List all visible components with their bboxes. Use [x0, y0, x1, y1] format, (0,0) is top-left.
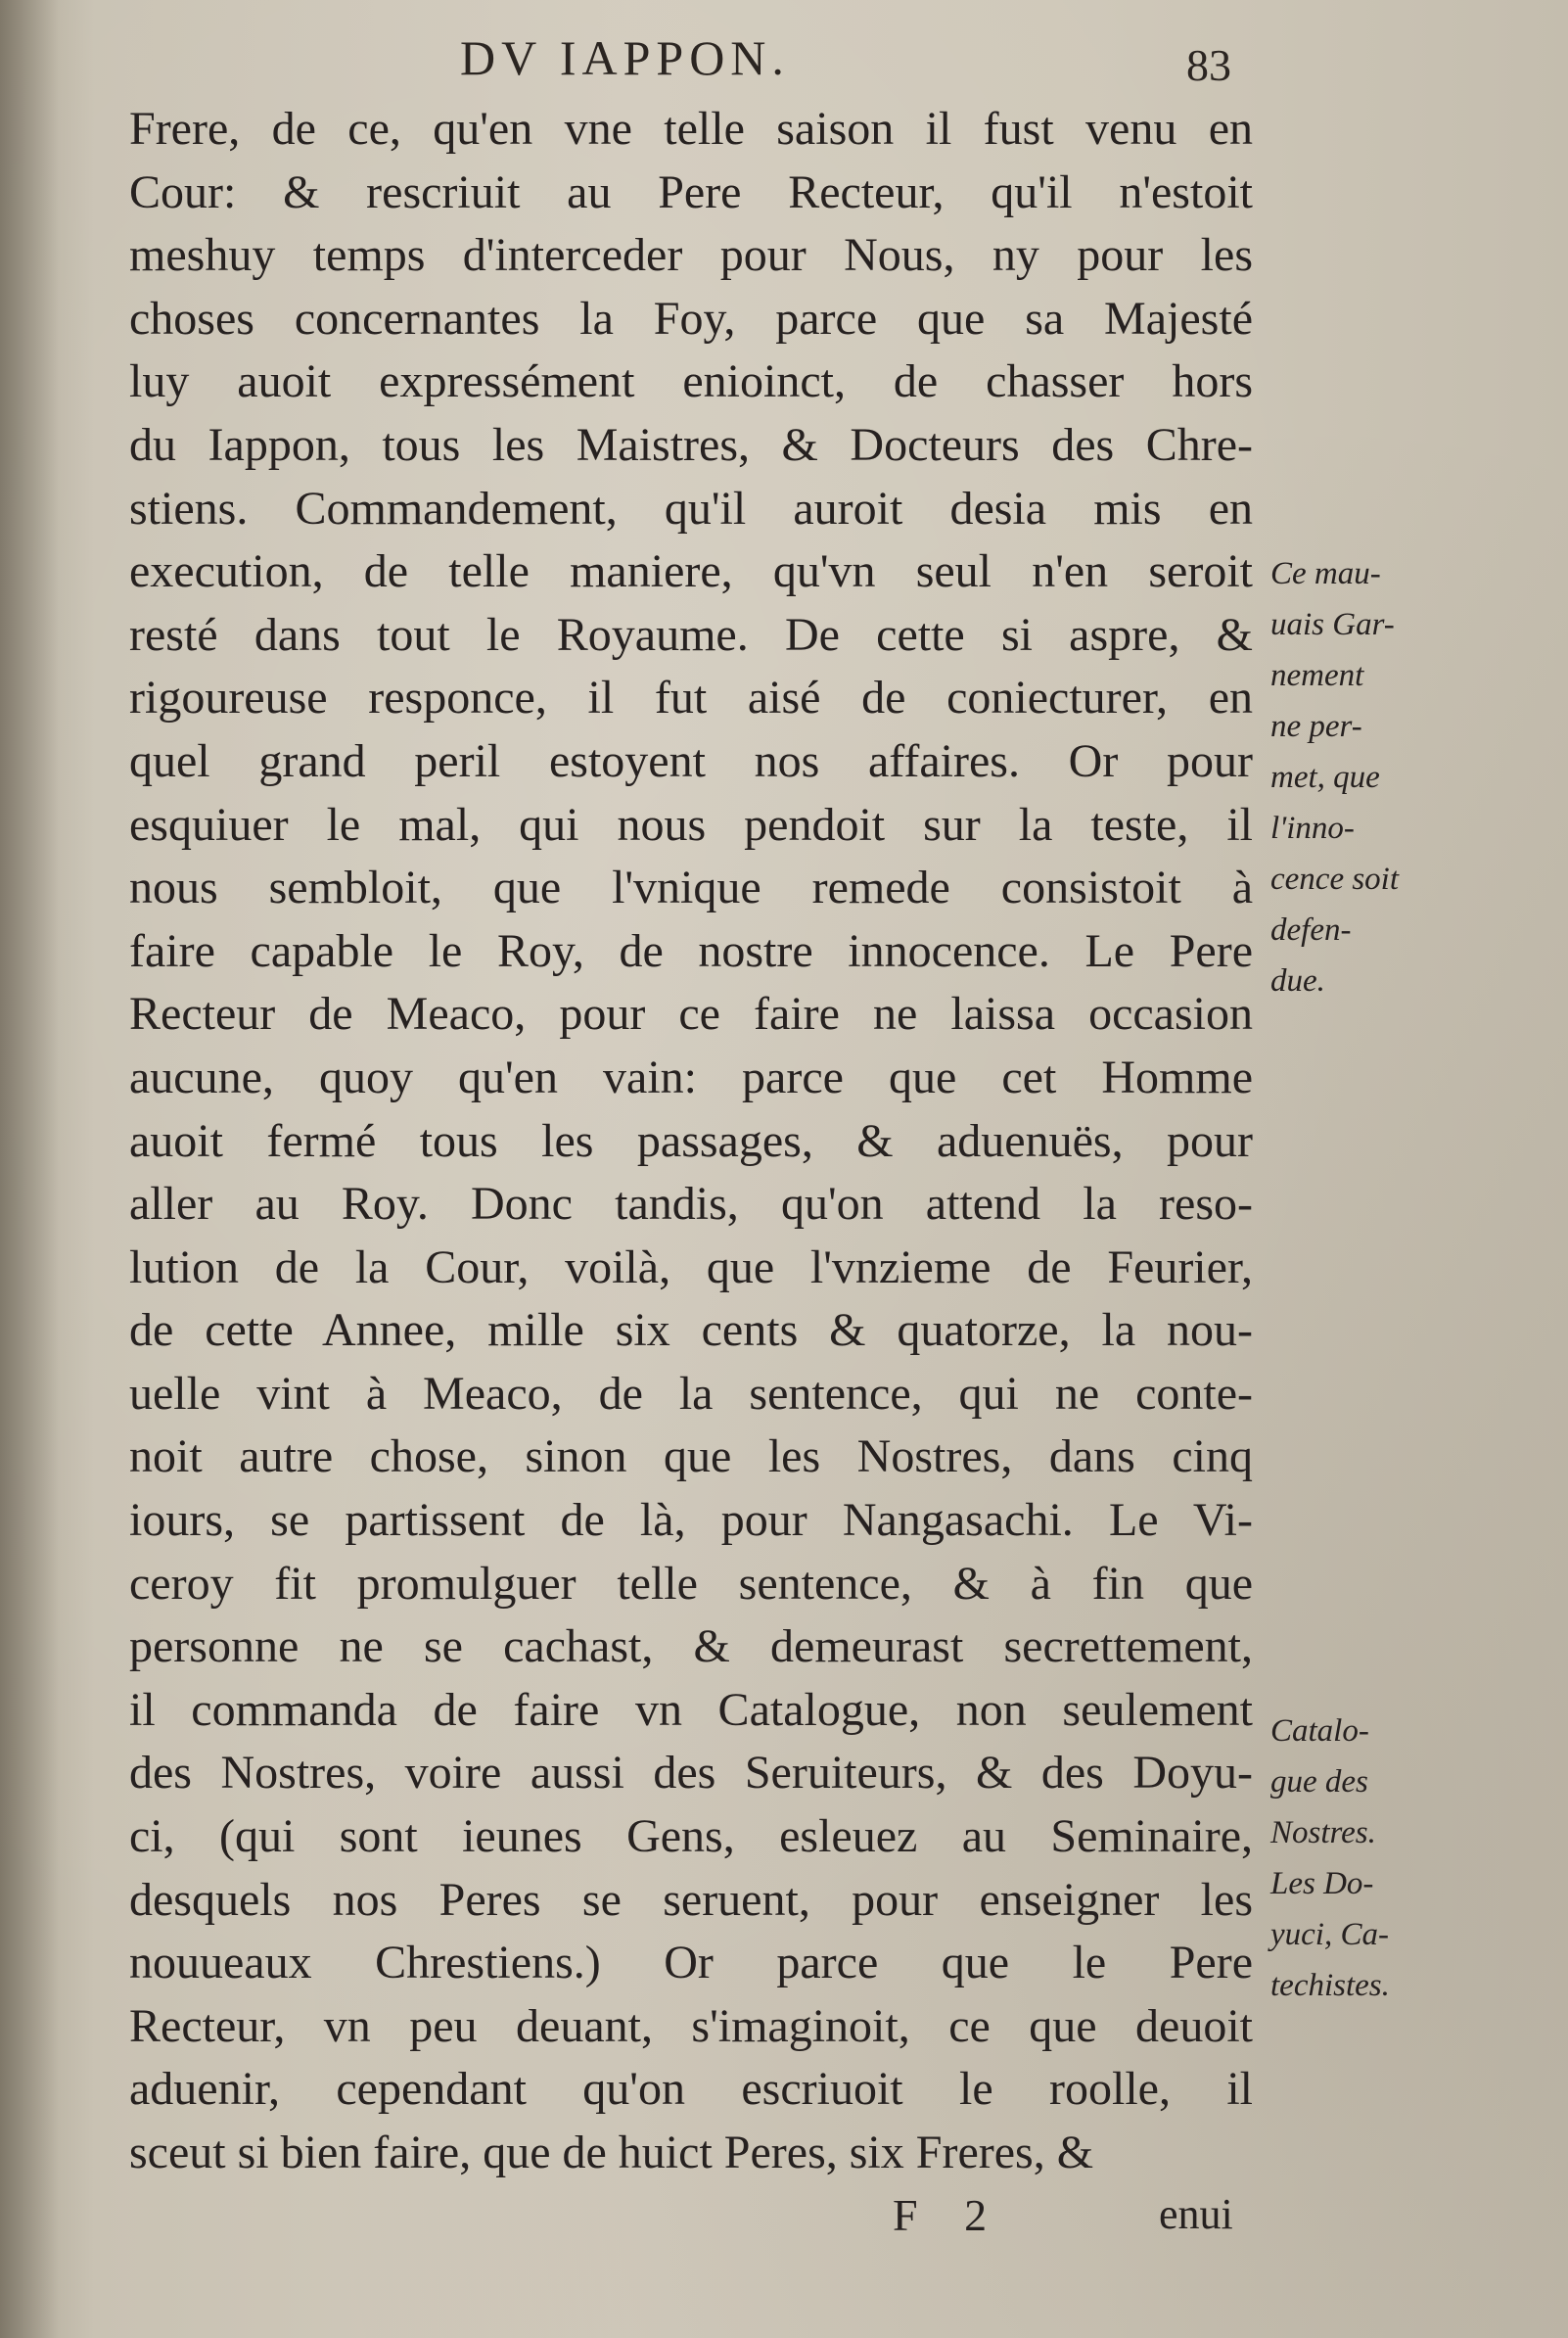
text-line: luy auoit expressément enioinct, de chasser hors: [129, 355, 1253, 408]
page-number: 83: [1186, 40, 1231, 90]
margin-note-line: Ce mau-: [1270, 556, 1381, 591]
text-line: aller au Roy. Donc tandis, qu'on attend la reso-: [129, 1178, 1253, 1231]
text-line: lution de la Cour, voilà, que l'vnzieme de Feurier,: [129, 1240, 1253, 1293]
text-line: desquels nos Peres se seruent, pour enseigner les: [129, 1873, 1253, 1926]
text-line: faire capable le Roy, de nostre innocence. Le Pere: [129, 924, 1253, 977]
text-line: il commanda de faire vn Catalogue, non seulement: [129, 1683, 1253, 1736]
margin-note-line: Les Do-: [1270, 1866, 1374, 1901]
text-line: choses concernantes la Foy, parce que sa Majesté: [129, 292, 1253, 345]
text-line: resté dans tout le Royaume. De cette si aspre, &: [129, 608, 1253, 661]
text-line: Recteur de Meaco, pour ce faire ne laissa occasion: [129, 988, 1253, 1041]
text-line: ci, (qui sont ieunes Gens, esleuez au Seminaire,: [129, 1810, 1253, 1863]
text-line: aucune, quoy qu'en vain: parce que cet Homme: [129, 1051, 1253, 1103]
text-line: nous sembloit, que l'vnique remede consistoit à: [129, 862, 1253, 914]
text-line: rigoureuse responce, il fut aisé de coniecturer, en: [129, 672, 1253, 725]
margin-note-line: uais Gar-: [1270, 607, 1395, 642]
text-line: sceut si bien faire, que de huict Peres, six Freres, &: [129, 2127, 1094, 2178]
text-line: execution, de telle maniere, qu'vn seul n'en seroit: [129, 545, 1253, 598]
margin-note-line: met, que: [1270, 760, 1380, 795]
margin-note-line: Nostres.: [1270, 1815, 1376, 1850]
text-line: de cette Annee, mille six cents & quatorze, la nou-: [129, 1304, 1253, 1357]
signature-mark: F 2: [893, 2190, 1005, 2240]
main-text-block: [129, 98, 1253, 2185]
text-line: nouueaux Chrestiens.) Or parce que le Pere: [129, 1937, 1253, 1989]
text-line: Cour: & rescriuit au Pere Recteur, qu'il n'estoit: [129, 165, 1253, 218]
text-line: Recteur, vn peu deuant, s'imaginoit, ce que deuoit: [129, 1999, 1253, 2052]
text-line: stiens. Commandement, qu'il auroit desia mis en: [129, 482, 1253, 535]
margin-note-line: techistes.: [1270, 1968, 1390, 2003]
text-line: iours, se partissent de là, pour Nangasachi. Le Vi-: [129, 1494, 1253, 1547]
margin-note-line: gue des: [1270, 1764, 1368, 1800]
margin-note-line: cence soit: [1270, 862, 1400, 897]
margin-note-line: Catalo-: [1270, 1713, 1369, 1749]
text-line: du Iappon, tous les Maistres, & Docteurs des Chre-: [129, 418, 1253, 471]
catchword: enui: [1159, 2190, 1233, 2238]
text-line: uelle vint à Meaco, de la sentence, qui ne conte-: [129, 1367, 1253, 1420]
text-line: aduenir, cependant qu'on escriuoit le roolle, il: [129, 2063, 1253, 2116]
text-line: ceroy fit promulguer telle sentence, & à fin que: [129, 1557, 1253, 1610]
text-line: Frere, de ce, qu'en vne telle saison il fust venu en: [129, 103, 1253, 155]
margin-note-innocence: [1270, 548, 1417, 1006]
margin-note-line: nement: [1270, 658, 1364, 693]
text-line: esquiuer le mal, qui nous pendoit sur la teste, il: [129, 798, 1253, 851]
margin-note-line: yuci, Ca-: [1270, 1917, 1389, 1952]
margin-note-line: ne per-: [1270, 709, 1362, 744]
text-line: noit autre chose, sinon que les Nostres, dans cinq: [129, 1430, 1253, 1483]
text-line: personne ne se cachast, & demeurast secrettement,: [129, 1620, 1253, 1673]
margin-note-catalogue: [1270, 1706, 1417, 2011]
margin-note-line: due.: [1270, 963, 1325, 999]
gutter-shadow: [0, 0, 59, 2338]
margin-note-line: l'inno-: [1270, 811, 1355, 846]
text-line: auoit fermé tous les passages, & aduenuës, pour: [129, 1114, 1253, 1167]
margin-note-line: defen-: [1270, 912, 1352, 948]
text-line: meshuy temps d'interceder pour Nous, ny pour les: [129, 229, 1253, 282]
text-line: quel grand peril estoyent nos affaires. Or pour: [129, 734, 1253, 787]
running-title: DV IAPPON.: [460, 30, 790, 85]
text-line: des Nostres, voire aussi des Seruiteurs, & des Doyu-: [129, 1747, 1253, 1800]
